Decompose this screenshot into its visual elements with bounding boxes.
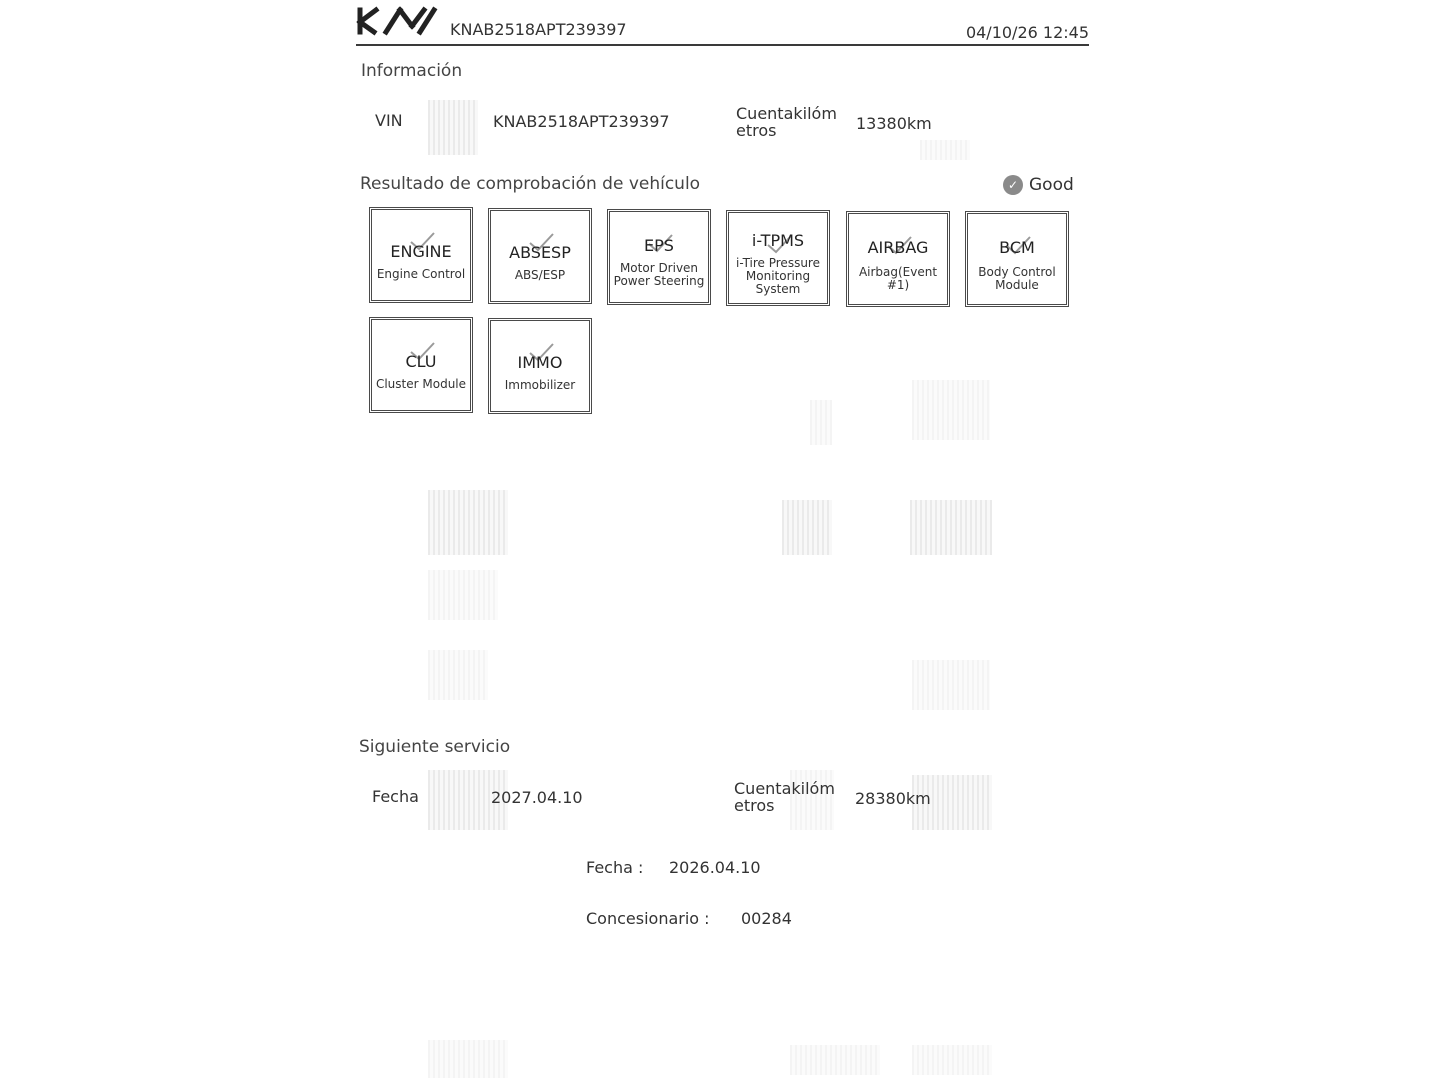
next-date-value: 2027.04.10 [491, 788, 583, 807]
module-tile-absesp [488, 208, 592, 304]
module-code: EPS [644, 236, 674, 255]
kia-logo-icon [356, 6, 440, 36]
odometer-label: Cuentakilóm etros [736, 104, 837, 140]
module-code: IMMO [517, 353, 563, 372]
module-tile-clu [369, 317, 473, 413]
module-code: ENGINE [390, 242, 452, 261]
next-date-label: Fecha [372, 787, 419, 806]
next-odometer-value: 28380km [855, 789, 931, 808]
module-code: i-TPMS [751, 231, 805, 250]
module-desc: Cluster Module [375, 377, 467, 391]
module-desc: Motor Driven Power Steering [613, 261, 705, 288]
vin-value: KNAB2518APT239397 [493, 112, 670, 131]
footer-date-value: 2026.04.10 [669, 858, 761, 877]
module-desc: Engine Control [376, 267, 466, 281]
footer-date-label: Fecha : [586, 858, 644, 877]
module-desc: Body Control Module [978, 265, 1056, 292]
module-code: BCM [999, 238, 1035, 257]
module-tile-i-tpms [726, 210, 830, 306]
module-tile-airbag [846, 211, 950, 307]
module-desc: Immobilizer [504, 378, 576, 392]
footer-dealer-label: Concesionario : [586, 909, 710, 928]
next-service-title: Siguiente servicio [359, 737, 511, 757]
document-header [356, 0, 1089, 46]
status-badge [1003, 175, 1074, 195]
info-section-title: Información [361, 61, 463, 81]
module-code: ABSESP [509, 243, 571, 262]
status-text: Good [1029, 175, 1074, 195]
odometer-value: 13380km [856, 114, 932, 133]
header-datetime: 04/10/26 12:45 [965, 23, 1089, 42]
module-code: AIRBAG [867, 238, 929, 257]
module-desc: Airbag(Event #1) [858, 265, 938, 292]
module-tile-immo [488, 318, 592, 414]
next-odometer-label: Cuentakilóm etros [734, 779, 835, 815]
module-tile-eps [607, 209, 711, 305]
module-code: CLU [405, 352, 437, 371]
module-desc: i-Tire Pressure Monitoring System [736, 256, 820, 296]
footer-dealer-value: 00284 [741, 909, 792, 928]
check-section-title: Resultado de comprobación de vehículo [360, 174, 701, 194]
module-desc: ABS/ESP [514, 268, 566, 282]
module-tile-bcm [965, 211, 1069, 307]
vin-label: VIN [375, 111, 403, 130]
module-tile-engine [369, 207, 473, 303]
check-circle-icon: ✓ [1003, 175, 1023, 195]
header-vin: KNAB2518APT239397 [450, 20, 627, 39]
